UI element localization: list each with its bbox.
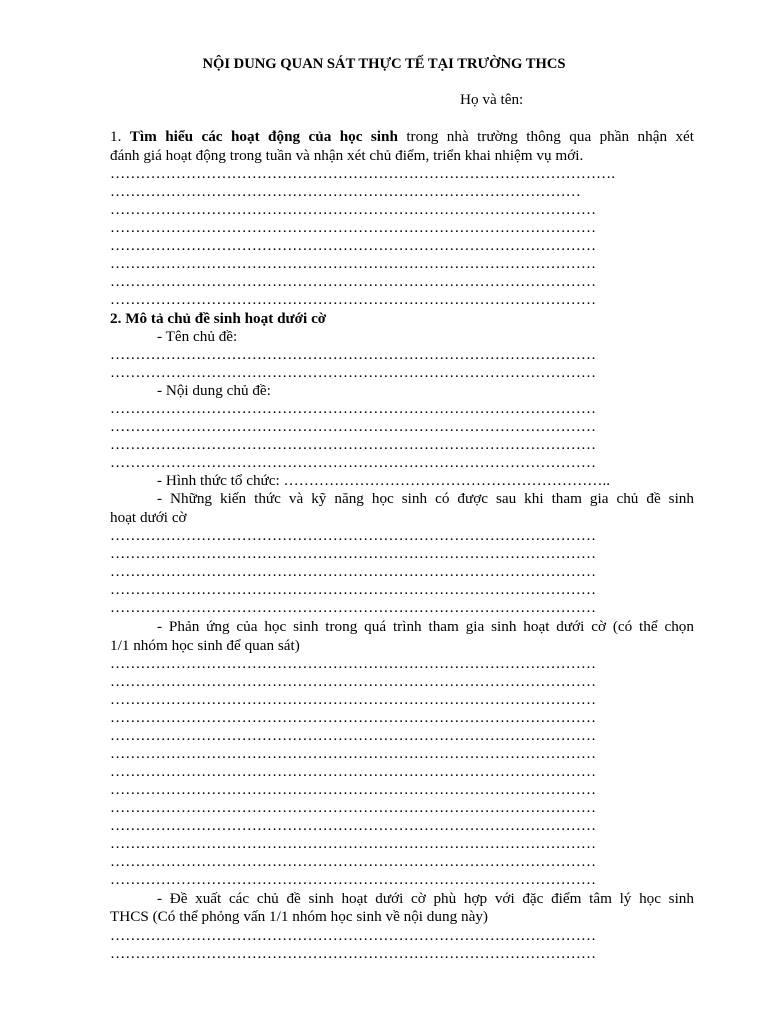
section-1-line-1 — [110, 128, 694, 146]
section-1-number: 1. — [110, 128, 130, 145]
knowledge-skills-line-2: hoạt dưới cờ — [110, 509, 187, 526]
proposal-line-1 — [110, 890, 694, 908]
section-1-heading: Tìm hiểu các hoạt động của học sinh — [129, 128, 398, 145]
dotted-answer-line: …………………………………………………………………………………… — [110, 927, 596, 944]
dotted-answer-line: …………………………………………………………………………………… — [110, 853, 596, 870]
dotted-answer-line: …………………………………………………………………………………… — [110, 691, 596, 708]
dotted-answer-line: …………………………………………………………………………………… — [110, 709, 596, 726]
dotted-answer-line: …………………………………………………………………………………… — [110, 581, 596, 598]
section-1-text: trong nhà trường thông qua phần nhận xét — [397, 128, 694, 145]
dotted-answer-line: …………………………………………………………………………………… — [110, 835, 596, 852]
dotted-answer-line: ………………………………………………………………………………… — [110, 183, 581, 200]
dotted-answer-line: …………………………………………………………………………………… — [110, 454, 596, 471]
name-label: Họ và tên: — [460, 91, 524, 108]
dotted-answer-line: …………………………………………………………………………………… — [110, 545, 596, 562]
knowledge-skills-text: - Những kiến thức và kỹ năng học sinh có được sau khi tham gia chủ đề sinh — [157, 490, 694, 507]
student-reaction-line-2: 1/1 nhóm học sinh để quan sát) — [110, 637, 300, 654]
dotted-answer-line: …………………………………………………………………………………… — [110, 273, 596, 290]
dotted-answer-line: ………………………………………………………………………………………. — [110, 165, 615, 182]
dotted-answer-line: …………………………………………………………………………………… — [110, 727, 596, 744]
dotted-answer-line: …………………………………………………………………………………… — [110, 527, 596, 544]
topic-name-label: - Tên chủ đề: — [157, 328, 238, 345]
dotted-answer-line: …………………………………………………………………………………… — [110, 400, 596, 417]
dotted-answer-line: …………………………………………………………………………………… — [110, 436, 596, 453]
section-2-heading — [110, 310, 694, 328]
student-reaction-text: - Phản ứng của học sinh trong quá trình tham gia sinh hoạt dưới cờ (có thể chọn — [157, 618, 694, 635]
section-1-line-2: đánh giá hoạt động trong tuần và nhận xét chủ điểm, triển khai nhiệm vụ mới. — [110, 147, 584, 164]
student-reaction-line-1 — [110, 618, 694, 636]
dotted-answer-line: …………………………………………………………………………………… — [110, 346, 596, 363]
dotted-answer-line: …………………………………………………………………………………… — [110, 364, 596, 381]
proposal-text: - Đề xuất các chủ đề sinh hoạt dưới cờ phù hợp với đặc điểm tâm lý học sinh — [157, 890, 694, 907]
dotted-answer-line: …………………………………………………………………………………… — [110, 201, 596, 218]
dotted-answer-line: …………………………………………………………………………………… — [110, 655, 596, 672]
dotted-answer-line: …………………………………………………………………………………… — [110, 763, 596, 780]
dotted-answer-line: …………………………………………………………………………………… — [110, 799, 596, 816]
knowledge-skills-line-1 — [110, 490, 694, 508]
dotted-answer-line: …………………………………………………………………………………… — [110, 237, 596, 254]
section-2-heading-text: 2. Mô tả chủ đề sinh hoạt dưới cờ — [110, 310, 327, 327]
dotted-answer-line: …………………………………………………………………………………… — [110, 599, 596, 616]
dotted-answer-line: …………………………………………………………………………………… — [110, 871, 596, 888]
dotted-answer-line: …………………………………………………………………………………… — [110, 745, 596, 762]
dotted-answer-line: …………………………………………………………………………………… — [110, 418, 596, 435]
dotted-answer-line: …………………………………………………………………………………… — [110, 781, 596, 798]
dotted-answer-line: …………………………………………………………………………………… — [110, 291, 596, 308]
organization-form-line: - Hình thức tổ chức: ……………………………………………………….. — [157, 472, 611, 489]
document-title: NỘI DUNG QUAN SÁT THỰC TẾ TẠI TRƯỜNG THCS — [202, 56, 566, 72]
dotted-answer-line: …………………………………………………………………………………… — [110, 945, 596, 962]
dotted-answer-line: …………………………………………………………………………………… — [110, 255, 596, 272]
topic-content-label: - Nội dung chủ đề: — [157, 382, 271, 399]
dotted-answer-line: …………………………………………………………………………………… — [110, 673, 596, 690]
dotted-answer-line: …………………………………………………………………………………… — [110, 817, 596, 834]
dotted-answer-line: …………………………………………………………………………………… — [110, 563, 596, 580]
dotted-answer-line: …………………………………………………………………………………… — [110, 219, 596, 236]
proposal-line-2: THCS (Có thể phỏng vấn 1/1 nhóm học sinh về nội dung này) — [110, 908, 488, 925]
